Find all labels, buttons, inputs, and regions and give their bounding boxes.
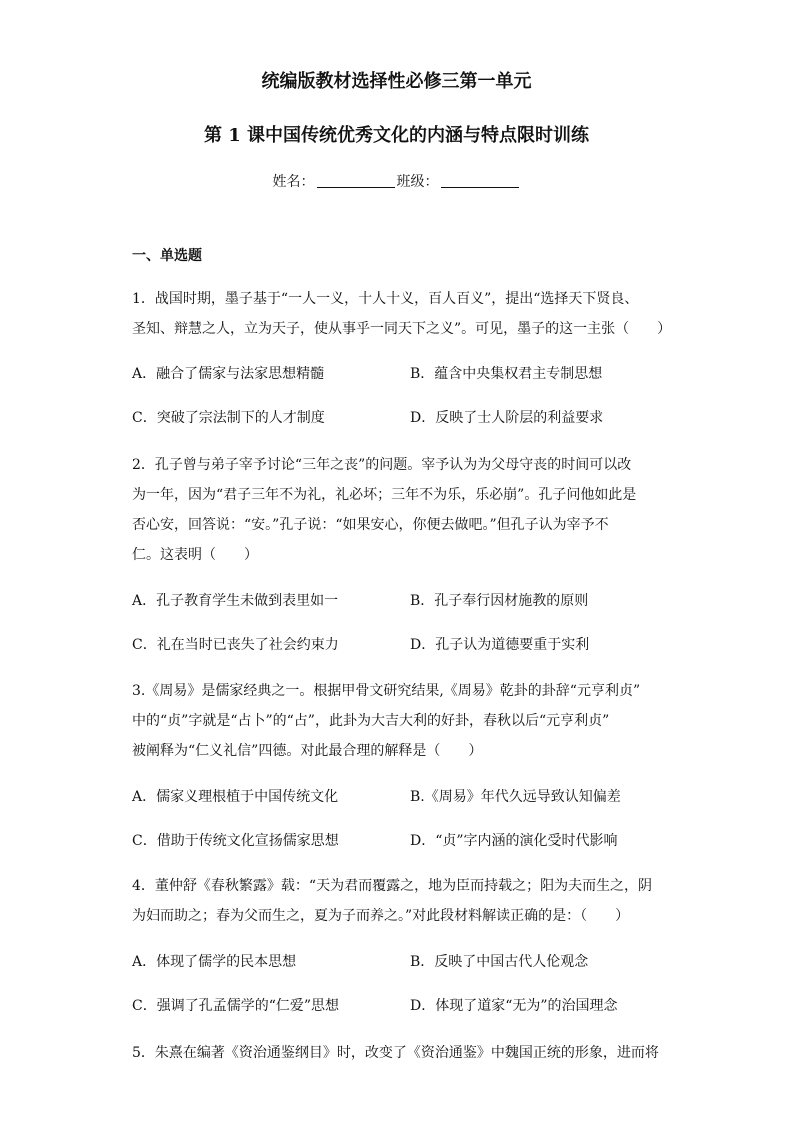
question-line: 被阐释为“仁义礼信”四德。对此最合理的解释是（ ） [132, 743, 483, 759]
q2-option-b[interactable]: B．孔子奉行因材施教的原则 [410, 593, 589, 609]
q3-option-a[interactable]: A．儒家义理根植于中国传统文化 [132, 789, 339, 805]
q4-option-d[interactable]: D．体现了道家“无为”的治国理念 [410, 998, 618, 1014]
class-label: 班级： [396, 174, 439, 190]
q2-option-d[interactable]: D．孔子认为道德要重于实利 [410, 637, 590, 653]
question-line: 4．董仲舒《春秋繁露》载：“天为君而覆露之，地为臣而持载之；阳为夫而生之，阴 [132, 878, 653, 894]
question-line: 为一年，因为“君子三年不为礼，礼必坏；三年不为乐，乐必崩”。孔子问他如此是 [132, 487, 637, 503]
question-line: 仁。这表明（ ） [132, 547, 258, 563]
question-4 [132, 871, 666, 931]
question-line: 5．朱熹在编著《资治通鉴纲目》时，改变了《资治通鉴》中魏国正统的形象，进而将 [132, 1045, 659, 1061]
q1-option-d[interactable]: D．反映了士人阶层的利益要求 [410, 410, 604, 426]
question-2 [132, 450, 666, 570]
question-5 [132, 1038, 666, 1068]
lesson-title: 第 1 课中国传统优秀文化的内涵与特点限时训练 [203, 125, 590, 146]
question-line: 圣知、辩慧之人，立为天子，使从事乎一同天下之义”。可见，墨子的这一主张（ ） [132, 321, 672, 337]
question-line: 中的“贞”字就是“占卜”的“占”，此卦为大吉大利的好卦，春秋以后“元亨利贞” [132, 713, 610, 729]
q3-option-d[interactable]: D．“贞”字内涵的演化受时代影响 [410, 833, 618, 849]
name-label: 姓名： [272, 174, 315, 190]
question-line: 3.《周易》是儒家经典之一。根据甲骨文研究结果,《周易》乾卦的卦辞“元亨利贞” [132, 683, 641, 699]
name-class-line [0, 172, 793, 192]
question-1 [132, 284, 672, 344]
name-blank[interactable] [317, 173, 395, 188]
q1-option-a[interactable]: A．融合了儒家与法家思想精髓 [132, 366, 325, 382]
q4-option-a[interactable]: A．体现了儒学的民本思想 [132, 954, 297, 970]
q3-option-b[interactable]: B.《周易》年代久远导致认知偏差 [410, 789, 621, 805]
section-heading: 一、单选题 [132, 248, 202, 264]
q3-option-c[interactable]: C．借助于传统文化宣扬儒家思想 [132, 833, 339, 849]
document-title: 统编版教材选择性必修三第一单元 [261, 71, 532, 92]
question-line: 否心安，回答说：“安。”孔子说：“如果安心，你便去做吧。”但孔子认为宰予不 [132, 517, 609, 533]
question-line: 1．战国时期，墨子基于“一人一义，十人十义，百人百义”，提出“选择天下贤良、 [132, 291, 639, 307]
q2-option-a[interactable]: A．孔子教育学生未做到表里如一 [132, 593, 339, 609]
q4-option-c[interactable]: C．强调了孔孟儒学的“仁爱”思想 [132, 998, 340, 1014]
class-blank[interactable] [441, 173, 519, 188]
question-line: 为妇而助之；春为父而生之，夏为子而养之。”对此段材料解读正确的是：（ ） [132, 908, 630, 924]
q2-option-c[interactable]: C．礼在当时已丧失了社会约束力 [132, 637, 339, 653]
q4-option-b[interactable]: B．反映了中国古代人伦观念 [410, 954, 589, 970]
question-3 [132, 676, 666, 766]
q1-option-c[interactable]: C．突破了宗法制下的人才制度 [132, 410, 325, 426]
question-line: 2．孔子曾与弟子宰予讨论“三年之丧”的问题。宰予认为为父母守丧的时间可以改 [132, 457, 632, 473]
q1-option-b[interactable]: B．蕴含中央集权君主专制思想 [410, 366, 603, 382]
